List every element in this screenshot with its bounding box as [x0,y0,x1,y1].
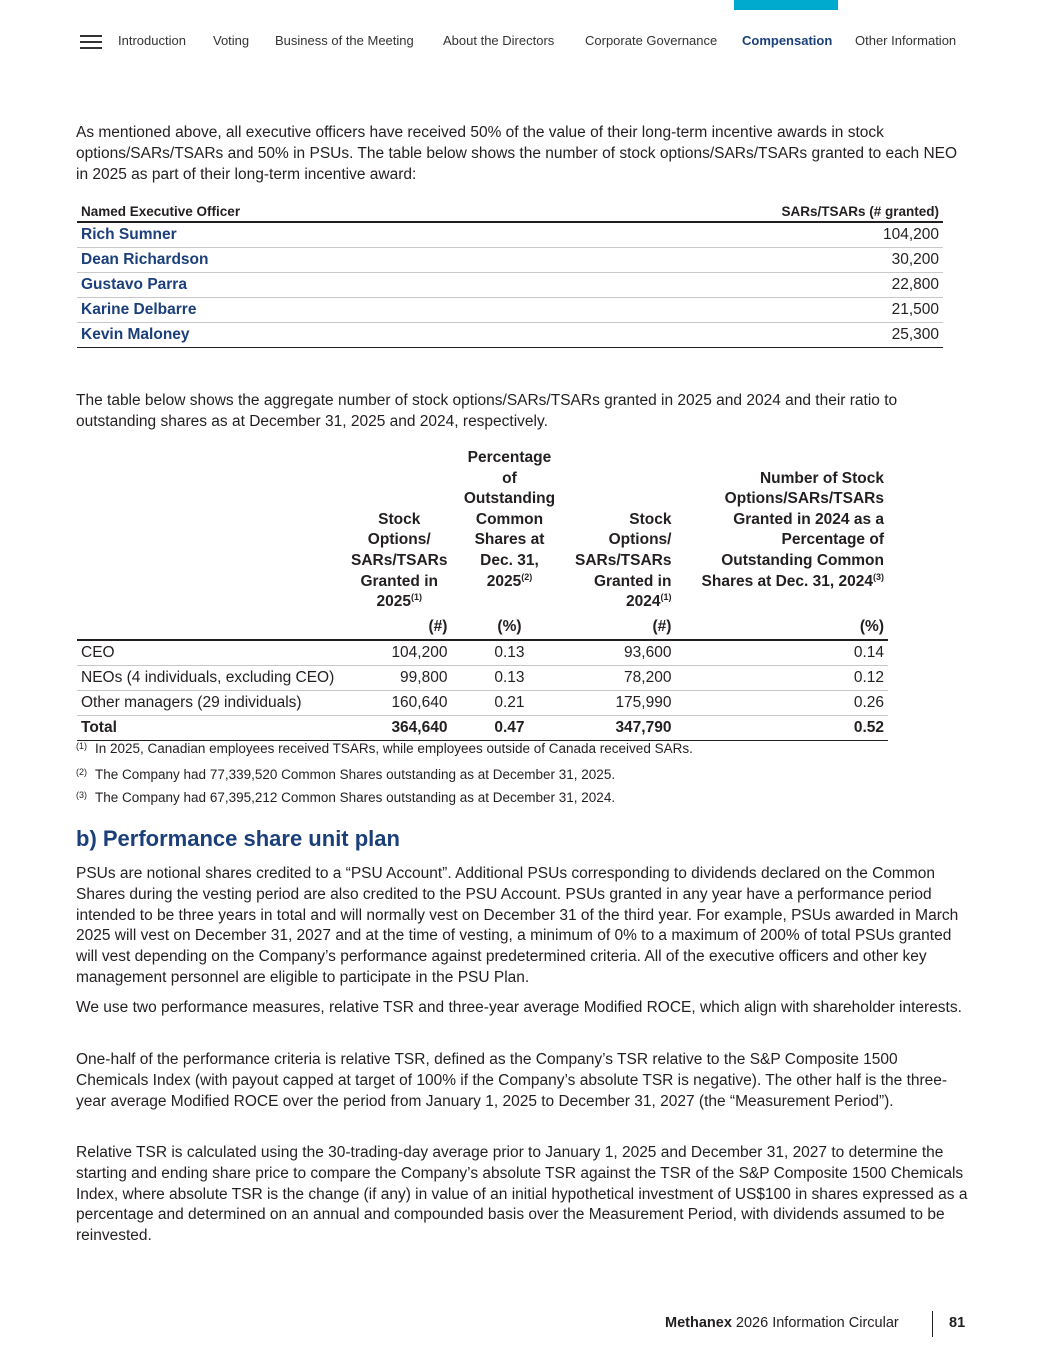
percent-2024: 0.26 [675,690,888,715]
table-units-row [77,613,888,641]
footnote-mark: (2) [76,767,87,777]
nav-item-business-of-the-meeting[interactable]: Business of the Meeting [275,33,414,48]
table-row [77,297,943,322]
intro-paragraph: As mentioned above, all executive officers have received 50% of the value of their long-term incentive awards in stock options/SARs/TSARs and 50% in PSUs. The table below shows the number of stock options/SARs/TSARs granted to each NEO in 2025 as part of their long-term incentive award: [76,124,958,183]
granted-2025: 99,800 [347,665,451,690]
granted-value: 30,200 [512,247,943,272]
section-heading: b) Performance share unit plan [76,826,400,851]
percent-2025: 0.13 [451,640,567,665]
footer-title [665,1315,899,1331]
footnote-ref: (2) [521,571,533,582]
table-header-row [77,448,888,613]
officer-name[interactable]: Rich Sumner [77,222,512,247]
footnote [76,740,693,758]
unit-label: (%) [675,613,888,641]
column-header-officer: Named Executive Officer [77,200,512,222]
footnote-text: The Company had 67,395,212 Common Shares outstanding as at December 31, 2024. [95,790,616,805]
granted-2025: 104,200 [347,640,451,665]
table-total-row [77,715,888,740]
column-header-granted-2024: Stock Options/ SARs/TSARs Granted in 2024$^{(1)}$ [575,510,672,611]
unit-label: (#) [347,613,451,641]
unit-label: (#) [567,613,675,641]
page-number: 81 [949,1315,966,1331]
granted-value: 25,300 [512,322,943,347]
granted-value: 22,800 [512,272,943,297]
footnote [76,766,615,784]
column-header-percent-2024: Number of Stock Options/SARs/TSARs Granted in 2024 as a Percentage of Outstanding Common Shares at Dec. 31, 2024$^{(3)}$ [701,469,884,590]
granted-2024: 93,600 [567,640,675,665]
granted-2024: 347,790 [567,715,675,740]
row-label: Other managers (29 individuals) [77,690,347,715]
officer-name[interactable]: Dean Richardson [77,247,512,272]
hamburger-menu-icon[interactable] [80,35,102,49]
nav-item-other-information[interactable]: Other Information [855,33,957,48]
nav-item-compensation[interactable]: Compensation [742,33,833,48]
granted-2025: 364,640 [347,715,451,740]
psu-paragraph-4: Relative TSR is calculated using the 30-trading-day average prior to January 1, 2025 and December 31, 2027 to determine the starting and ending share price to compare the Company’s absolute TSR against the TSR of the S&P Composite 1500 Chemicals Index, where absolute TSR is the change (if any) in value of an initial hypothetical investment of US$100 in shares expressed as a percentage and determined on an annual and compounded basis over the Measurement Period, with dividends assumed to be reinvested. [76,1144,968,1245]
table-row [77,690,888,715]
table-header-row [77,200,943,222]
table-row [77,272,943,297]
granted-2024: 78,200 [567,665,675,690]
table-row [77,640,888,665]
neo-grants-table [77,200,943,348]
nav-item-introduction[interactable]: Introduction [118,33,186,48]
psu-paragraph-2: We use two performance measures, relative TSR and three-year average Modified ROCE, which align with shareholder interests. [76,999,962,1016]
nav-item-about-the-directors[interactable]: About the Directors [443,33,555,48]
percent-2025: 0.13 [451,665,567,690]
table-row [77,322,943,347]
psu-paragraph-1: PSUs are notional shares credited to a “PSU Account”. Additional PSUs corresponding to dividends declared on the Common Shares during the vesting period are also credited to the PSU Account. PSUs granted in any year have a performance period intended to be three years in total and will normally vest on December 31 of the third year. For example, PSUs awarded in March 2025 will vest on December 31, 2027 and at the time of vesting, a minimum of 0% to a maximum of 200% of total PSUs granted will vest depending on the Company’s performance against predetermined criteria. All of the executive officers and other key management personnel are eligible to participate in the PSU Plan. [76,865,959,986]
psu-paragraph-3: One-half of the performance criteria is relative TSR, defined as the Company’s TSR relative to the S&P Composite 1500 Chemicals Index (with payout capped at target of 100% if the Company’s absolute TSR is negative). The other half is the three-year average Modified ROCE over the period from January 1, 2025 to December 31, 2027 (the “Measurement Period”). [76,1051,948,1110]
officer-name[interactable]: Kevin Maloney [77,322,512,347]
percent-2025: 0.21 [451,690,567,715]
table-row [77,665,888,690]
granted-value: 104,200 [512,222,943,247]
row-label: NEOs (4 individuals, excluding CEO) [77,665,347,690]
granted-value: 21,500 [512,297,943,322]
aggregate-paragraph: The table below shows the aggregate number of stock options/SARs/TSARs granted in 2025 and 2024 and their ratio to outstanding shares as at December 31, 2025 and 2024, respectively. [76,392,898,430]
granted-2025: 160,640 [347,690,451,715]
footnote-ref: (3) [873,571,884,582]
footnote-mark: (1) [76,741,87,751]
percent-2024: 0.14 [675,640,888,665]
footer-divider [932,1311,933,1337]
row-label: CEO [77,640,347,665]
footnote-mark: (3) [76,790,87,800]
table-row [77,222,943,247]
officer-name[interactable]: Karine Delbarre [77,297,512,322]
footnote-ref: (1) [410,592,422,602]
footnote-text: In 2025, Canadian employees received TSARs, while employees outside of Canada received SARs. [95,741,693,756]
aggregate-grants-table [77,448,888,741]
row-label: Total [77,715,347,740]
nav-item-voting[interactable]: Voting [213,33,250,48]
top-navigation [0,0,1048,60]
officer-name[interactable]: Gustavo Parra [77,272,512,297]
footer-brand-name: Methanex [665,1315,732,1331]
footnote-text: The Company had 77,339,520 Common Shares outstanding as at December 31, 2025. [95,767,616,782]
percent-2024: 0.12 [675,665,888,690]
footnote-ref: (1) [660,592,672,602]
column-header-granted-2025: Stock Options/ SARs/TSARs Granted in 2025$^{(1)}$ [351,510,448,611]
percent-2024: 0.52 [675,715,888,740]
nav-item-corporate-governance[interactable]: Corporate Governance [585,33,718,48]
granted-2024: 175,990 [567,690,675,715]
column-header-blank [77,448,347,613]
column-header-percent-2025: Percentage of Outstanding Common Shares at Dec. 31, 2025$^{(2)}$ [463,449,556,590]
table-row [77,247,943,272]
footnote [76,789,615,807]
column-header-granted: SARs/TSARs (# granted) [512,200,943,222]
active-tab-indicator [734,0,838,10]
footer-document-title: 2026 Information Circular [735,1315,899,1331]
percent-2025: 0.47 [451,715,567,740]
unit-label: (%) [451,613,567,641]
